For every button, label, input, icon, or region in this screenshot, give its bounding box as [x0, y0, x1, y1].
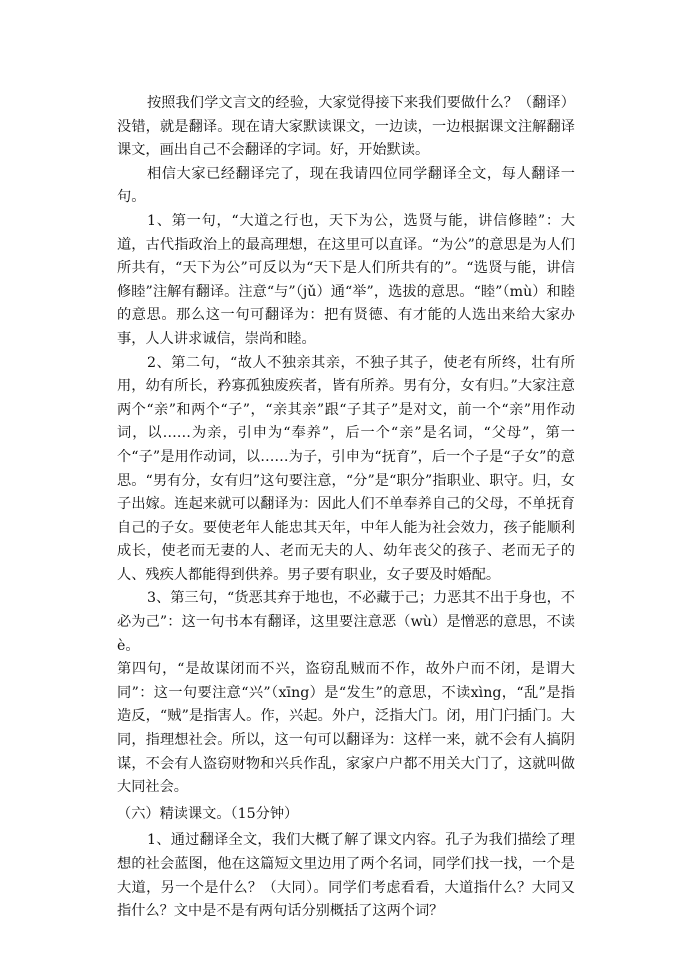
paragraph-sentence-one: 1、第一句，“大道之行也，天下为公，选贤与能，讲信修睦”：大道，古代指政治上的最高理想，在这里可以直译。“为公”的意思是为人们所共有，“天下为公”可反以为“天下是人们所共有的”。“选贤与能，讲信修睦”注解有翻译。注意“与”（jǔ）通“举”，选拔的意思。“睦”（mù）和睦的意思。那么这一句可翻译为：把有贤德、有才能的人选出来给大家办事，人人讲求诚信，崇尚和睦。 [117, 212, 575, 347]
document-body [117, 92, 575, 924]
paragraph-intro: 按照我们学文言文的经验，大家觉得接下来我们要做什么？（翻译）没错，就是翻译。现在请大家默读课文，一边读，一边根据课文注解翻译课文，画出自己不会翻译的字词。好，开始默读。 [117, 95, 575, 159]
paragraph-sentence-two: 2、第二句，“故人不独亲其亲，不独子其子，使老有所终，壮有所用，幼有所长，矜寡孤独废疾者，皆有所养。男有分，女有归。”大家注意两个“亲”和两个“子”，“亲其亲”跟“子其子”是对文，前一个“亲”用作动词，以……为亲，引申为“奉养”，后一个“亲”是名词，“父母”，第一个“子”是用作动词，以……为子，引申为“抚育”，后一个子是“子女”的意思。“男有分，女有归”这句要注意，“分”是“职分”指职业、职守。归，女子出嫁。连起来就可以翻译为：因此人们不单奉养自己的父母，不单抚育自己的子女。要使老年人能忠其天年，中年人能为社会效力，孩子能顺利成长，使老而无妻的人、老而无夫的人、幼年丧父的孩子、老而无子的人、残疾人都能得到供养。男子要有职业，女子要及时婚配。 [117, 354, 575, 583]
paragraph-sentence-three: 3、第三句，“货恶其弃于地也，不必藏于己；力恶其不出于身也，不必为己”：这一句书本有翻译，这里要注意恶（wù）是憎恶的意思，不读è。 [117, 590, 575, 654]
paragraph-sentence-four: 第四句，“是故谋闭而不兴，盗窃乱贼而不作，故外户而不闭，是谓大同”：这一句要注意“兴”（xīng）是“发生”的意思，不读xìng，“乱”是指造反，“贼”是指害人。作，兴起。外户，泛指大门。闭，用门闩插门。大同，指理想社会。所以，这一句可以翻译为：这样一来，就不会有人搞阴谋，不会有人盗窃财物和兴兵作乱，家家户户都不用关大门了，这就叫做大同社会。 [117, 661, 575, 796]
paragraph-transition: 相信大家已经翻译完了，现在我请四位同学翻译全文，每人翻译一句。 [117, 165, 575, 206]
paragraph-close-reading: 1、通过翻译全文，我们大概了解了课文内容。孔子为我们描绘了理想的社会蓝图，他在这篇短文里边用了两个名词，同学们找一找，一个是大道，另一个是什么？（大同）。同学们考虑看看，大道指什么？大同又指什么？文中是不是有两句话分别概括了这两个词？ [117, 832, 575, 920]
section-heading: （六）精读课文。（15分钟） [117, 805, 299, 822]
